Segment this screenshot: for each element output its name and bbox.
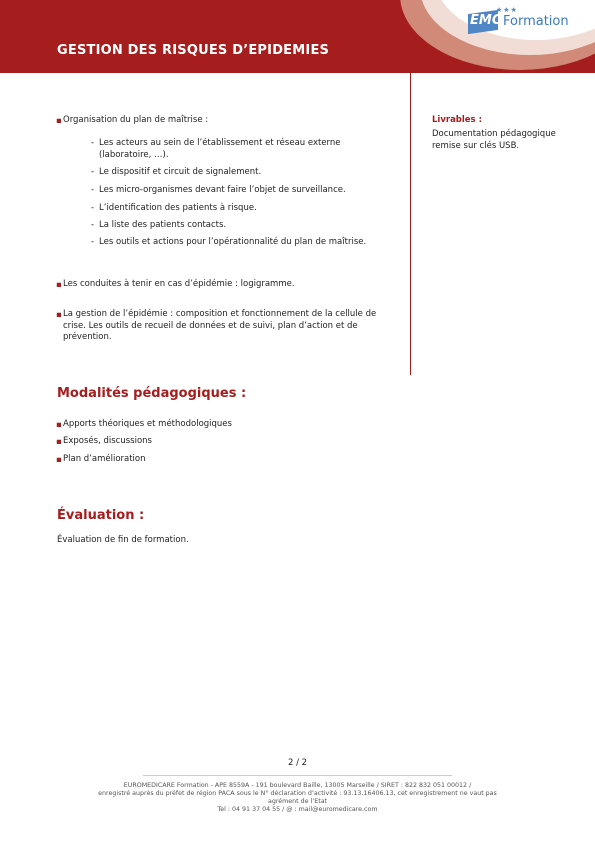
dash-icon: - (91, 167, 95, 177)
dash-icon: - (91, 203, 95, 213)
page-title: GESTION DES RISQUES D’EPIDEMIES (57, 43, 330, 58)
modalites-item: Exposés, discussions (63, 436, 152, 446)
modalites-item: Apports théoriques et méthodologiques (63, 419, 232, 429)
plan-title: Organisation du plan de maîtrise : (63, 115, 209, 125)
logo-formation-text: Formation (503, 14, 569, 29)
evaluation-heading: Évaluation : (57, 508, 145, 523)
dash-icon: - (91, 185, 95, 195)
bullet-icon: ▪ (56, 280, 62, 290)
plan-item: - Les micro-organismes devant faire l’objet de surveillance. (91, 185, 346, 195)
footer-line: agrément de l’Etat (267, 798, 328, 805)
bullet-icon: ▪ (56, 310, 62, 320)
dash-icon: - (91, 220, 95, 230)
footer-line: Tel : 04 91 37 04 55 / @ : mail@euromedicare.com (217, 806, 378, 813)
plan-item: - Les outils et actions pour l’opérationnalité du plan de maîtrise. (91, 237, 367, 247)
dash-icon: - (91, 237, 95, 247)
modalites-item: Plan d’amélioration (63, 454, 146, 464)
footer-divider (143, 775, 452, 776)
logo-stars-icon: ★★★ (496, 6, 518, 14)
plan-item: - L’identification des patients à risque. (91, 203, 257, 213)
footer-line: enregistré auprès du préfet de région PACA sous le N° déclaration d’activité : 93.13.16406.13, cet enregistrement ne vaut pas (98, 790, 497, 797)
bullet-icon: ▪ (56, 455, 62, 465)
livrables-text: Documentation pédagogique remise sur clés USB. (432, 129, 556, 151)
header-band (0, 0, 595, 73)
bullet-icon: ▪ (56, 437, 62, 447)
dash-icon: - (91, 138, 95, 148)
modalites-heading: Modalités pédagogiques : (57, 386, 247, 401)
bullet-icon: ▪ (56, 116, 62, 126)
plan-item: - La liste des patients contacts. (91, 220, 227, 230)
conduites-text: Les conduites à tenir en cas d’épidémie : logigramme. (63, 279, 295, 289)
plan-item: - Le dispositif et circuit de signalement. (91, 167, 262, 177)
livrables-label: Livrables : (432, 115, 482, 125)
evaluation-text: Évaluation de fin de formation. (57, 535, 189, 545)
column-divider (410, 73, 411, 375)
footer-line: EUROMEDICARE Formation - APE 8559A - 191 boulevard Baille, 13005 Marseille / SIRET : 822 832 051 00012 / (123, 782, 472, 789)
page-number: 2 / 2 (287, 758, 308, 768)
plan-item: - Les acteurs au sein de l’établissement et réseau externe (laboratoire, …). (91, 138, 341, 160)
footer (40, 782, 555, 814)
bullet-icon: ▪ (56, 420, 62, 430)
logo-emc-text: EMC (470, 13, 502, 28)
gestion-text: La gestion de l’épidémie : composition et fonctionnement de la cellule de crise. Les outils de recueil de données et de suivi, plan d’action et de prévention. (63, 309, 377, 342)
